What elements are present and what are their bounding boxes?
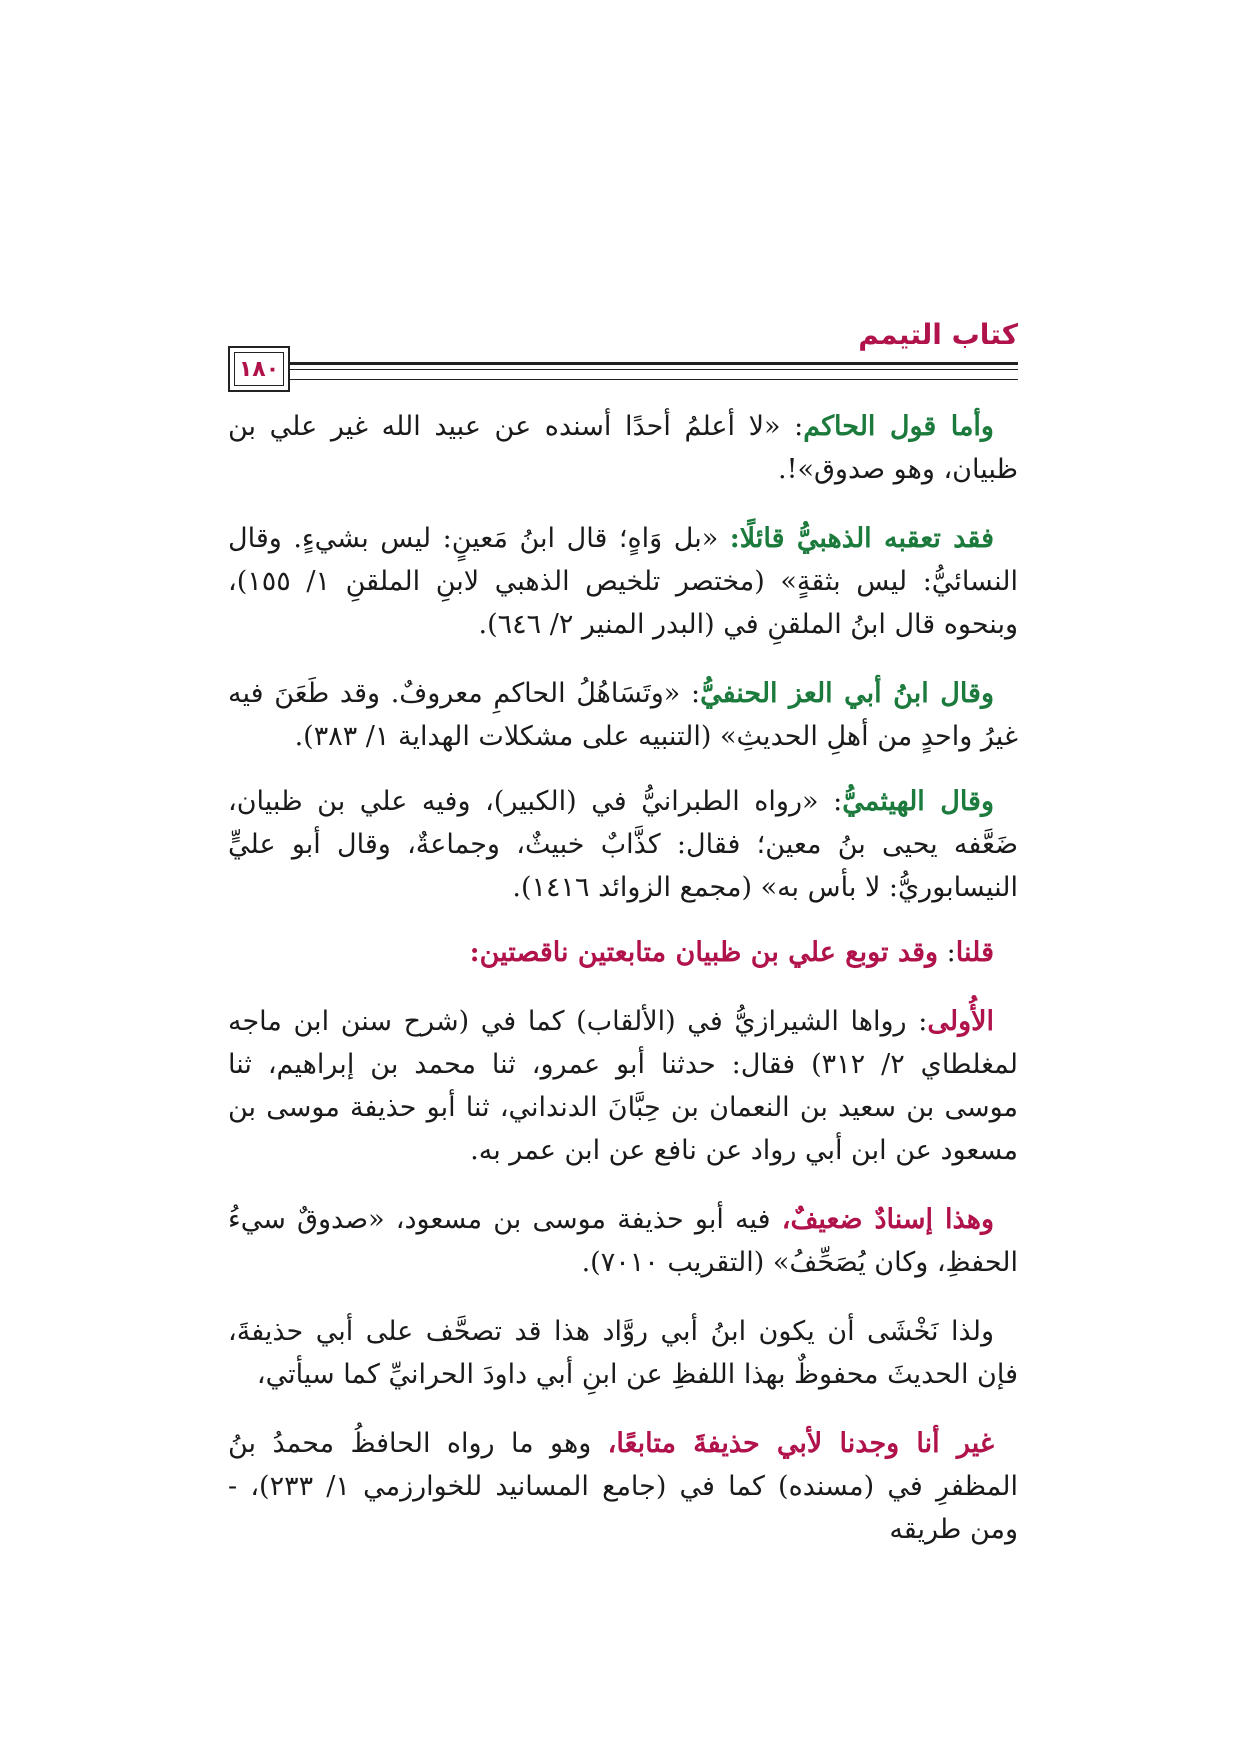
paragraph-hakim: وأما قول الحاكم: «لا أعلمُ أحدًا أسنده عن عبيد الله غير علي بن ظبيان، وهو صدوق»!.: [228, 411, 1018, 485]
paragraph-lead: وأما قول الحاكم: [803, 411, 994, 442]
paragraph-text: فيه أبو حذيفة موسى بن مسعود، «صدوقٌ سيءُ الحفظِ، وكان يُصَحِّفُ» (التقريب ٧٠١٠).: [228, 1204, 1018, 1278]
paragraph-text: وهو ما رواه الحافظُ محمدُ بنُ المظفرِ في (مسنده) كما في (جامع المسانيد للخوارزمي ١/ ٢٣٣)، - ومن طريقه: [228, 1428, 1018, 1545]
paragraph-lead: فقد تعقبه الذهبيُّ قائلًا:: [729, 523, 994, 554]
paragraph-isnad-daeef: [228, 1198, 1018, 1284]
paragraph-text: «لا أعلمُ أحدًا أسنده عن عبيد الله غير علي بن ظبيان، وهو صدوق»!.: [228, 411, 1018, 485]
paragraph-ibn-abi-al-izz: وقال ابنُ أبي العز الحنفيُّ: «وتَسَاهُلُ الحاكمِ معروفٌ. وقد طَعَنَ فيه غيرُ واحدٍ من أهلِ الحديثِ» (التنبيه على مشكلات الهداية ١/ ٣٨٣).: [228, 678, 1018, 752]
paragraph-lead: وقال الهيثميُّ: [842, 786, 994, 817]
paragraph-mutabi: [228, 1422, 1018, 1551]
page-header: [228, 318, 1018, 398]
paragraph-text: «رواه الطبرانيُّ في (الكبير)، وفيه علي بن ظبيان، ضَعَّفه يحيى بنُ معين؛ فقال: كذَّابٌ خبيثٌ، وجماعةٌ، وقال أبو عليٍّ النيسابوريُّ: لا بأس به» (مجمع الزوائد ١٤١٦).: [228, 786, 1018, 903]
paragraph-dhahabi: [228, 517, 1018, 646]
paragraph-lead: وقال ابنُ أبي العز الحنفيُّ: [700, 678, 994, 709]
paragraph-text: رواها الشيرازيُّ في (الألقاب) كما في (شرح سنن ابن ماجه لمغلطاي ٢/ ٣١٢) فقال: حدثنا أبو عمرو، ثنا محمد بن إبراهيم، ثنا موسى بن سعيد بن النعمان بن حِبَّانَ الدنداني، ثنا أبو حذيفة موسى بن مسعود عن ابن أبي رواد عن نافع عن ابن عمر به.: [228, 1006, 1018, 1166]
paragraph-text: «وتَسَاهُلُ الحاكمِ معروفٌ. وقد طَعَنَ فيه غيرُ واحدٍ من أهلِ الحديثِ» (التنبيه على مشكلات الهداية ١/ ٣٨٣).: [228, 678, 1018, 752]
header-rule-thin: [228, 369, 1018, 370]
paragraph-lead: الأُولى: [927, 1006, 995, 1037]
paragraph-first-mutabaa: الأُولى: رواها الشيرازيُّ في (الألقاب) كما في (شرح سنن ابن ماجه لمغلطاي ٢/ ٣١٢) فقال: حدثنا أبو عمرو، ثنا محمد بن إبراهيم، ثنا موسى بن سعيد بن النعمان بن حِبَّانَ الدنداني، ثنا أبو حذيفة موسى بن مسعود عن ابن أبي رواد عن نافع عن ابن عمر به.: [228, 1006, 1018, 1166]
paragraph-lead: غير أنا وجدنا لأبي حذيفةَ متابعًا،: [607, 1428, 995, 1459]
page-number: ١٨٠: [234, 352, 284, 386]
paragraph-tashif: [228, 1310, 1018, 1396]
header-rule-bottom: [228, 379, 1018, 380]
body-text: [228, 405, 1018, 1577]
page-number-badge: [228, 346, 290, 392]
section-heading: قلنا: وقد توبع علي بن ظبيان متابعتين ناقصتين:: [469, 937, 994, 968]
heading-text: وقد توبع علي بن ظبيان متابعتين ناقصتين:: [469, 937, 939, 968]
paragraph-lead: وهذا إسنادٌ ضعيفٌ،: [781, 1204, 994, 1235]
paragraph-text: ولذا نَخْشَى أن يكون ابنُ أبي روَّاد هذا قد تصحَّف على أبي حذيفةَ، فإن الحديثَ محفوظٌ بهذا اللفظِ عن ابنِ أبي داودَ الحرانيِّ كما سيأتي،: [228, 1316, 1018, 1390]
book-title: كتاب التيمم: [858, 318, 1018, 351]
paragraph-text: «بل وَاهٍ؛ قال ابنُ مَعينٍ: ليس بشيءٍ. وقال النسائيُّ: ليس بثقةٍ» (مختصر تلخيص الذهبي لابنِ الملقنِ ١/ ١٥٥)، وبنحوه قال ابنُ الملقنِ في (البدر المنير ٢/ ٦٤٦).: [228, 523, 1019, 640]
paragraph-haythami: وقال الهيثميُّ: «رواه الطبرانيُّ في (الكبير)، وفيه علي بن ظبيان، ضَعَّفه يحيى بنُ معين؛ فقال: كذَّابٌ خبيثٌ، وجماعةٌ، وقال أبو عليٍّ النيسابوريُّ: لا بأس به» (مجمع الزوائد ١٤١٦).: [228, 786, 1018, 903]
heading-lead: قلنا: [955, 937, 994, 968]
header-rule-thick: [228, 362, 1018, 365]
